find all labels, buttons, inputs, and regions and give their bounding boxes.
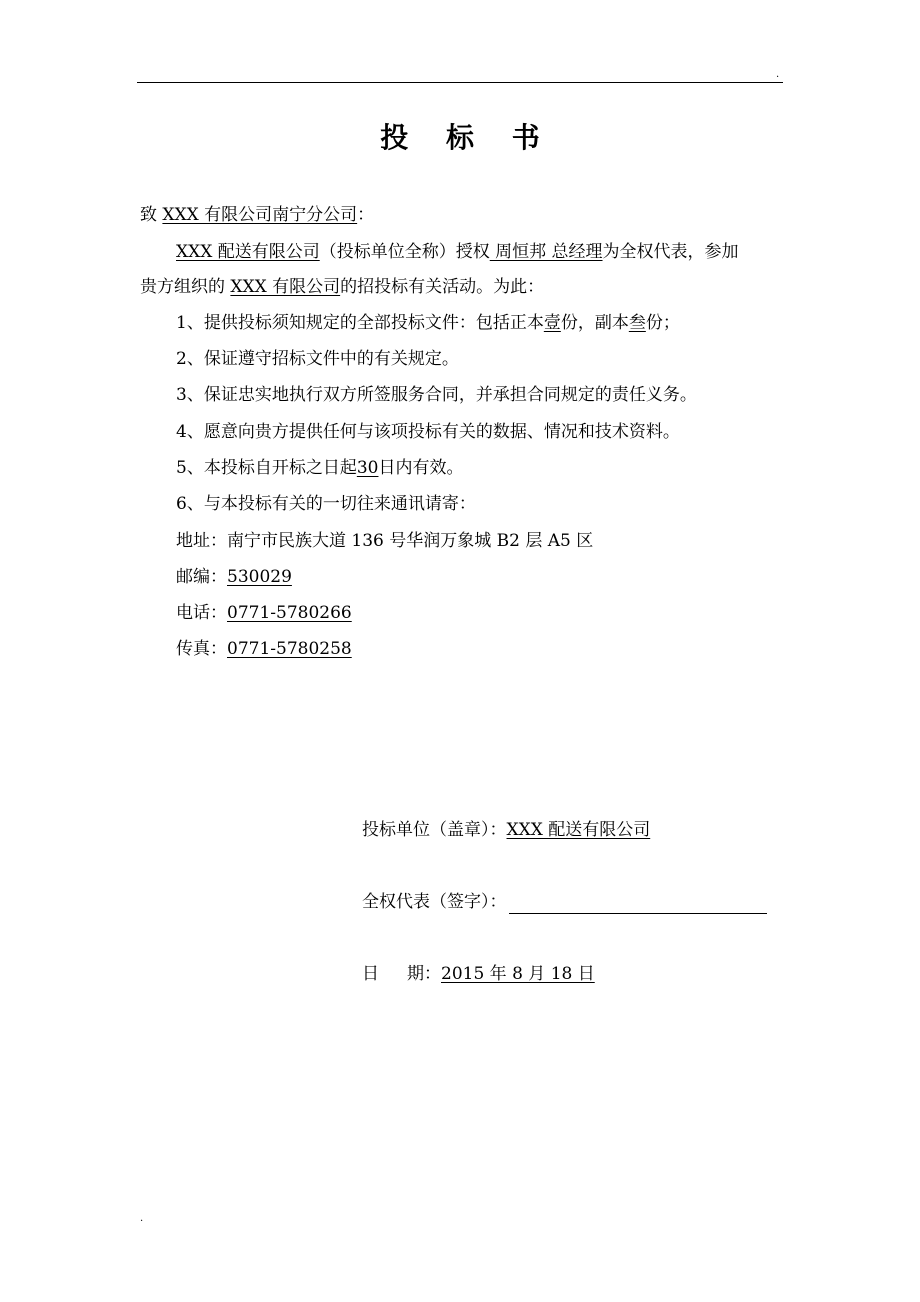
list-item-5 [176, 456, 463, 480]
date-value: 2015 年 8 月 18 日 [441, 964, 595, 984]
list-item-4: 4、愿意向贵方提供任何与该项投标有关的数据、情况和技术资料。 [176, 422, 680, 442]
intro-text-3: 贵方组织的 [140, 277, 231, 297]
original-count: 壹 [543, 313, 561, 333]
list-item-6: 6、与本投标有关的一切往来通讯请寄： [176, 494, 476, 514]
unit-value: XXX 配送有限公司 [506, 820, 651, 840]
item5-text: 5、本投标自开标之日起 [176, 458, 357, 478]
item1-text-2: 份，副本 [560, 313, 629, 333]
header-rule [137, 82, 783, 83]
address-line [176, 529, 593, 553]
item1-text-3: 份； [645, 313, 680, 333]
item1-text: 1、提供投标须知规定的全部投标文件：包括正本 [176, 313, 544, 333]
document-title: 投 标 书 [380, 121, 554, 154]
date-label-2: 期： [407, 964, 441, 984]
intro-line-2 [140, 275, 544, 299]
fax-line [176, 637, 352, 661]
date-label-1: 日 [362, 964, 379, 984]
footer-dot: . [140, 1213, 144, 1224]
signature-line [362, 890, 767, 914]
intro-text-2: 为全权代表，参加 [602, 242, 739, 262]
postcode-label: 邮编： [176, 567, 227, 587]
postcode-value: 530029 [227, 567, 292, 587]
salutation-suffix: ： [357, 205, 375, 225]
address-label: 地址： [176, 531, 227, 551]
phone-value: 0771-5780266 [227, 603, 352, 623]
unit-label: 投标单位（盖章）： [362, 820, 507, 840]
organizer-name: XXX 有限公司 [230, 277, 341, 297]
postcode-line [176, 565, 292, 589]
recipient-name: XXX 有限公司南宁分公司 [162, 205, 358, 225]
intro-line-1 [176, 240, 739, 264]
address-value: 南宁市民族大道 136 号华润万象城 B2 层 A5 区 [227, 531, 594, 551]
bidder-stamp-line [362, 818, 650, 842]
signature-blank[interactable] [509, 893, 767, 914]
salutation-prefix: 致 [140, 205, 163, 225]
intro-text-4: 的招投标有关活动。为此： [340, 277, 545, 297]
copy-count: 叁 [628, 313, 646, 333]
fax-value: 0771-5780258 [227, 639, 352, 659]
validity-days: 30 [356, 458, 379, 478]
list-item-1 [176, 311, 680, 335]
salutation-line [140, 203, 374, 227]
list-item-2: 2、保证遵守招标文件中的有关规定。 [176, 349, 459, 369]
header-dot: . [776, 69, 780, 80]
list-item-3: 3、保证忠实地执行双方所签服务合同，并承担合同规定的责任义务。 [176, 385, 697, 405]
item5-text-2: 日内有效。 [378, 458, 464, 478]
fax-label: 传真： [176, 639, 227, 659]
phone-label: 电话： [176, 603, 227, 623]
intro-text-1: （投标单位全称）授权 [319, 242, 490, 262]
representative-name: 周恒邦 总经理 [489, 242, 603, 262]
phone-line [176, 601, 352, 625]
date-line [362, 962, 595, 986]
rep-label: 全权代表（签字）： [362, 892, 507, 912]
bidder-name: XXX 配送有限公司 [176, 242, 320, 262]
